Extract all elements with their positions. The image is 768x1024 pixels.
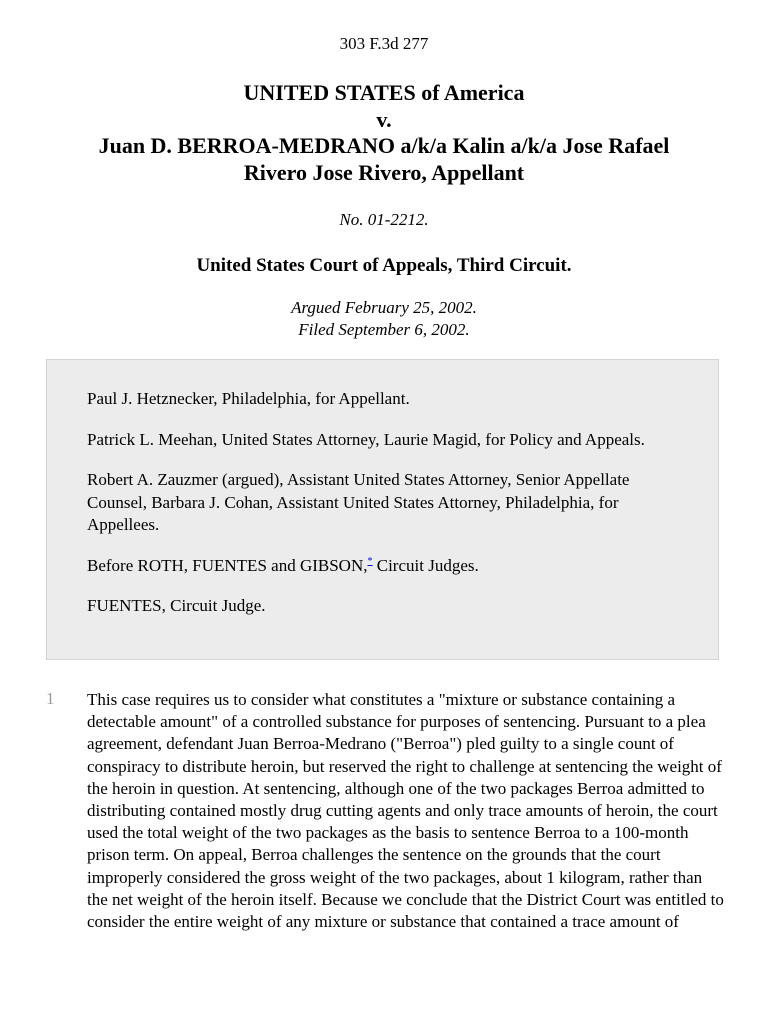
caption-defendant-line-2: Rivero Jose Rivero, Appellant — [243, 159, 525, 185]
judicial-panel — [87, 555, 678, 578]
footnote-link[interactable]: * — [367, 555, 373, 567]
docket-number: No. 01-2212. — [339, 210, 429, 229]
case-caption — [0, 80, 768, 186]
opinion-paragraph: This case requires us to consider what constitutes a "mixture or substance containing a detectable amount" of a controlled substance for purposes of sentencing. Pursuant to a plea agreement, defendant Juan Berroa-Medrano ("Berroa") pled guilty to a single count of conspiracy to distribute heroin, but reserved the right to challenge at sentencing the weight of the heroin in question. At sentencing, although one of the two packages Berroa admitted to distributing contained mostly drug cutting agents and only trace amounts of heroin, the court used the total weight of the two packages as the basis to sentence Berroa to a 100-month prison term. On appeal, Berroa challenges the sentence on the grounds that the court improperly considered the gross weight of the two packages, about 1 kilogram, rather than the net weight of the heroin itself. Because we conclude that the District Court was entitled to consider the entire weight of any mixture or substance that contained a trace amount of — [87, 690, 724, 932]
case-citation: 303 F.3d 277 — [339, 34, 429, 53]
counsel-panel — [46, 359, 719, 660]
panel-title: Circuit Judges. — [372, 555, 479, 575]
case-dates — [0, 297, 768, 341]
counsel-policy-appeals: Patrick L. Meehan, United States Attorney, Laurie Magid, for Policy and Appeals. — [87, 429, 645, 449]
filed-date: Filed September 6, 2002. — [298, 320, 470, 339]
caption-defendant-line-1: Juan D. BERROA-MEDRANO a/k/a Kalin a/k/a Jose Rafael — [98, 133, 670, 158]
caption-plaintiff: UNITED STATES of America — [243, 80, 525, 105]
counsel-appellees: Robert A. Zauzmer (argued), Assistant United States Attorney, Senior Appellate Counsel, Barbara J. Cohan, Assistant United States Attorney, Philadelphia, for Appellees. — [87, 470, 630, 534]
counsel-appellant: Paul J. Hetznecker, Philadelphia, for Appellant. — [87, 389, 410, 408]
panel-judges: Before ROTH, FUENTES and GIBSON, — [87, 555, 368, 575]
court-name: United States Court of Appeals, Third Circuit. — [196, 255, 572, 276]
paragraph-number: 1 — [46, 689, 55, 708]
argued-date: Argued February 25, 2002. — [291, 298, 477, 317]
caption-versus: v. — [376, 106, 392, 132]
opinion-author: FUENTES, Circuit Judge. — [87, 596, 266, 615]
